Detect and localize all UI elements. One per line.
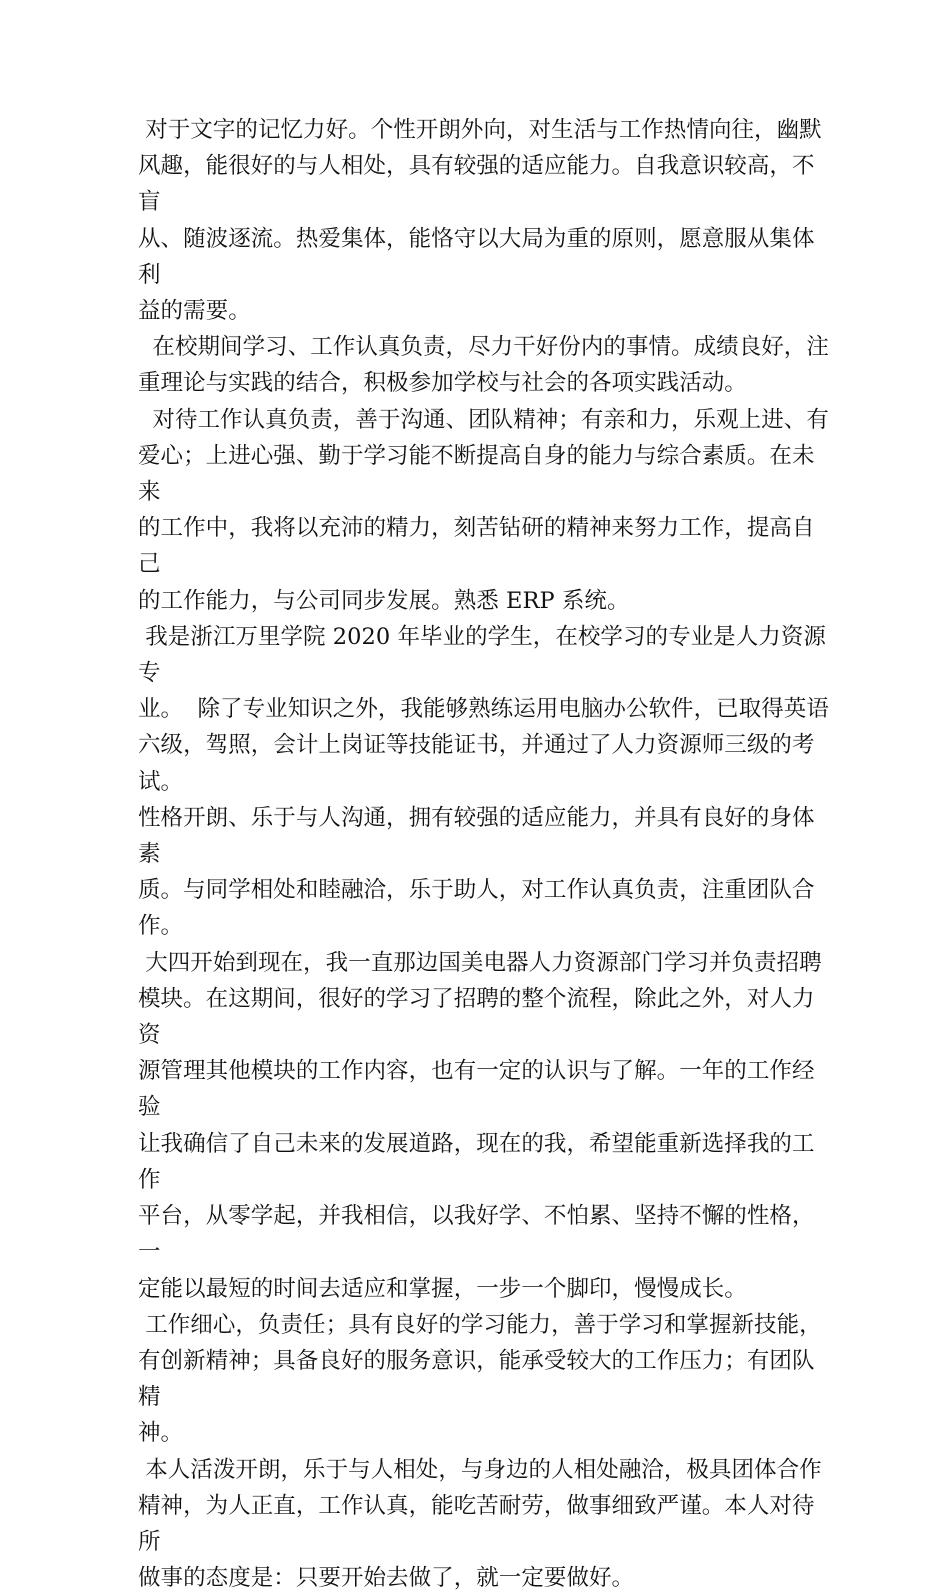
paragraph-school-period	[138, 329, 830, 401]
paragraph-memory-personality	[138, 112, 830, 329]
document-body	[138, 112, 830, 1596]
line: 定能以最短的时间去适应和掌握，一步一个脚印，慢慢成长。	[138, 1275, 747, 1302]
line: 做事的态度是：只要开始去做了，就一定要做好。	[138, 1565, 635, 1592]
line: 六级，驾照，会计上岗证等技能证书，并通过了人力资源师三级的考试。	[138, 732, 815, 795]
line: 有创新精神；具备良好的服务意识，能承受较大的工作压力；有团队精	[138, 1347, 815, 1411]
line: 平台，从零学起，并我相信，以我好学、不怕累、坚持不懈的性格，一	[138, 1203, 815, 1266]
paragraph-education	[138, 619, 830, 945]
line: 在校期间学习、工作认真负责，尽力干好份内的事情。成绩良好，注	[138, 334, 829, 361]
line: 重理论与实践的结合，积极参加学校与社会的各项实践活动。	[138, 370, 747, 397]
line: 让我确信了自己未来的发展道路，现在的我，希望能重新选择我的工作	[138, 1130, 815, 1193]
paragraph-work-attitude	[138, 402, 830, 619]
line: 从、随波逐流。热爱集体，能恪守以大局为重的原则，愿意服从集体利	[138, 225, 815, 288]
line: 质。与同学相处和睦融洽，乐于助人，对工作认真负责，注重团队合作。	[138, 877, 815, 940]
line: 的工作中，我将以充沛的精力，刻苦钻研的精神来努力工作，提高自己	[138, 515, 815, 578]
line: 业。 除了专业知识之外，我能够熟练运用电脑办公软件，已取得英语	[138, 696, 829, 723]
line: 源管理其他模块的工作内容，也有一定的认识与了解。一年的工作经验	[138, 1058, 815, 1121]
paragraph-experience	[138, 945, 830, 1307]
paragraph-character	[138, 1452, 830, 1596]
line: 对于文字的记忆力好。个性开朗外向，对生活与工作热情向往，幽默	[138, 117, 822, 143]
line: 我是浙江万里学院 2020 年毕业的学生，在校学习的专业是人力资源专	[138, 623, 826, 687]
line: 性格开朗、乐于与人沟通，拥有较强的适应能力，并具有良好的身体素	[138, 804, 815, 868]
line: 大四开始到现在，我一直那边国美电器人力资源部门学习并负责招聘	[138, 949, 822, 976]
line: 本人活泼开朗，乐于与人相处，与身边的人相处融洽，极具团体合作	[138, 1456, 822, 1483]
line: 模块。在这期间，很好的学习了招聘的整个流程，除此之外，对人力资	[138, 985, 815, 1049]
line: 风趣，能很好的与人相处，具有较强的适应能力。自我意识较高，不盲	[138, 153, 815, 216]
line: 对待工作认真负责，善于沟通、团队精神；有亲和力，乐观上进、有	[138, 406, 829, 433]
line: 精神，为人正直，工作认真，能吃苦耐劳，做事细致严谨。本人对待所	[138, 1492, 815, 1555]
line: 益的需要。	[138, 298, 251, 325]
line: 工作细心，负责任；具有良好的学习能力，善于学习和掌握新技能，	[138, 1311, 822, 1338]
line: 神。	[138, 1420, 184, 1447]
line: 的工作能力，与公司同步发展。熟悉 ERP 系统。	[138, 587, 630, 614]
paragraph-skills	[138, 1307, 830, 1452]
line: 爱心；上进心强、勤于学习能不断提高自身的能力与综合素质。在未来	[138, 442, 815, 506]
